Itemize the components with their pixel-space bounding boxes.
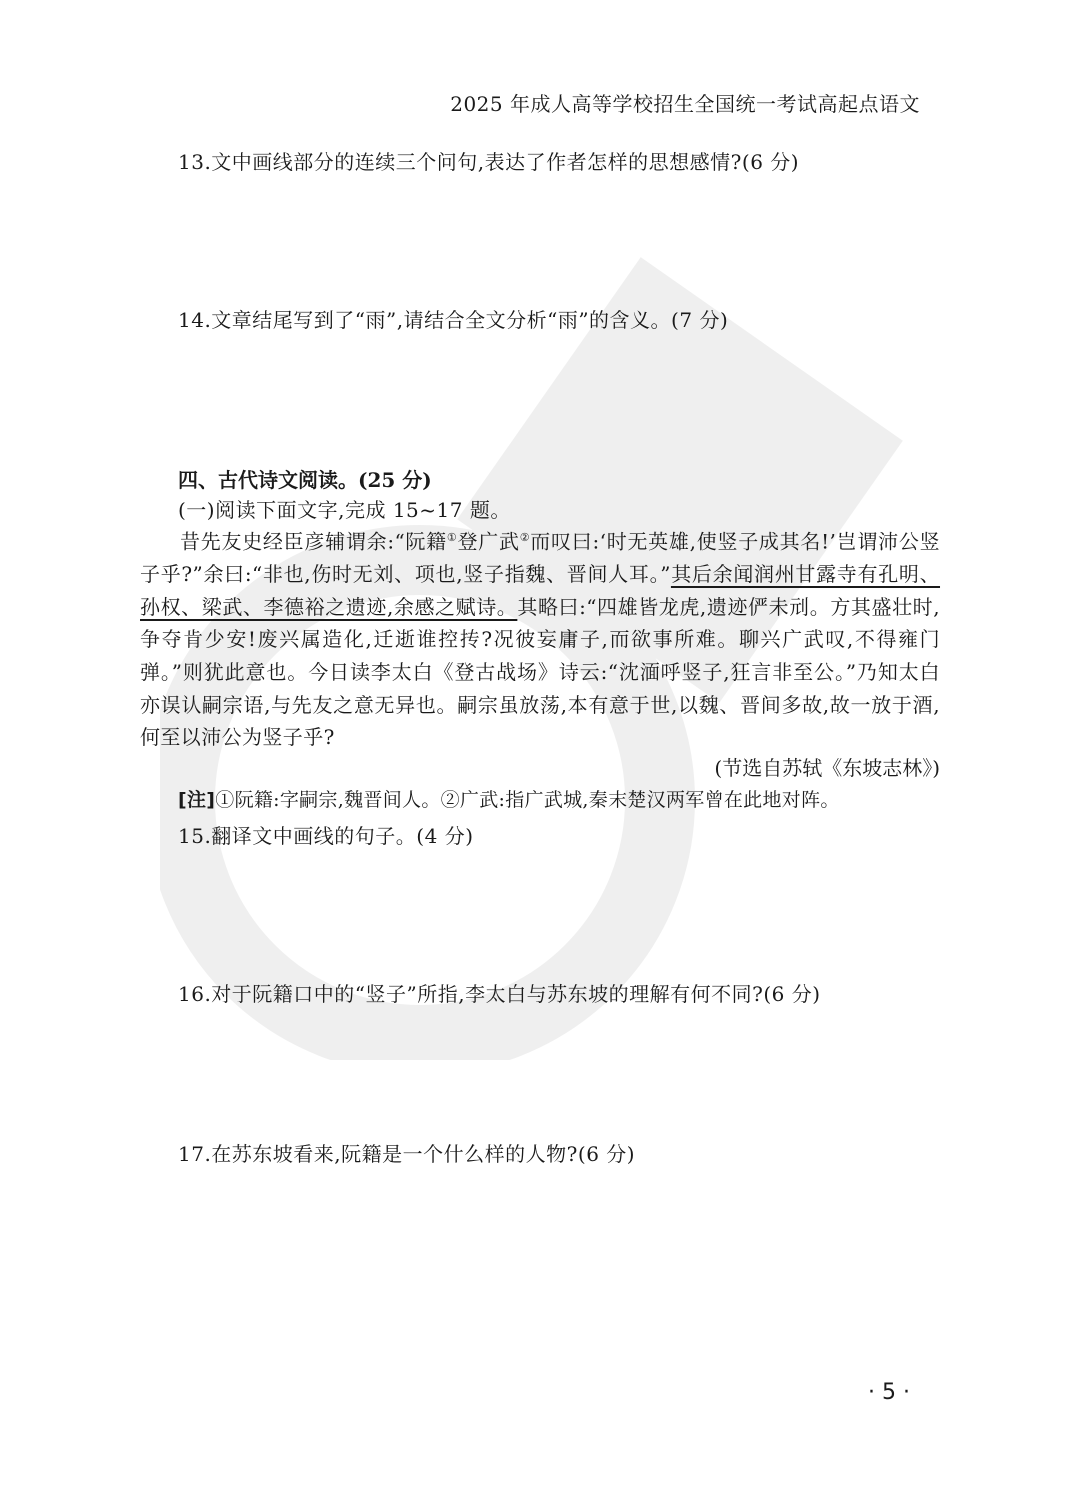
question-13: 13.文中画线部分的连续三个问句,表达了作者怎样的思想感情?(6 分) xyxy=(178,150,800,174)
page-number: · 5 · xyxy=(868,1380,910,1405)
question-17: 17.在苏东坡看来,阮籍是一个什么样的人物?(6 分) xyxy=(178,1142,636,1166)
question-14: 14.文章结尾写到了“雨”,请结合全文分析“雨”的含义。(7 分) xyxy=(178,308,729,332)
underlined-sentence: 其后余闻润州甘露寺有孔明、孙权、梁武、李德裕之遗迹,余感之赋诗。 xyxy=(140,562,941,619)
passage-text: 而叹曰:‘时无英雄,使竖子成其名!’岂谓沛公竖子乎?”余曰:“非也,伤时无刘、项也,竖子指魏、晋间人耳。” xyxy=(140,529,940,587)
footnote-label: [注] xyxy=(178,789,216,811)
passage-text: 昔先友史经臣彦辅谓余:“阮籍 xyxy=(180,529,447,554)
passage-paragraph xyxy=(140,522,940,754)
passage-source: (节选自苏轼《东坡志林》) xyxy=(714,756,940,780)
page-header: 2025 年成人高等学校招生全国统一考试高起点语文 xyxy=(450,92,920,116)
footnote-marker-2: ② xyxy=(519,531,531,544)
footnote-text: ①阮籍:字嗣宗,魏晋间人。②广武:指广武城,秦末楚汉两军曾在此地对阵。 xyxy=(215,789,840,811)
section-title: 四、古代诗文阅读。(25 分) xyxy=(178,468,432,492)
question-15: 15.翻译文中画线的句子。(4 分) xyxy=(178,824,474,848)
passage-text: 其略曰:“四雄皆龙虎,遗迹俨未刓。方其盛壮时,争夺肯少安!废兴属造化,迁逝谁控抟?况彼妄庸子,而欲事所难。聊兴广武叹,不得雍门弹。”则犹此意也。今日读李太白《登古战场》诗云:“沈湎呼竖子,狂言非至公。”乃知太白亦误认嗣宗语,与先友之意无异也。嗣宗虽放荡,本有意于世,以魏、晋间多故,故一放于酒,何至以沛公为竖子乎? xyxy=(140,594,940,750)
question-16: 16.对于阮籍口中的“竖子”所指,李太白与苏东坡的理解有何不同?(6 分) xyxy=(178,982,821,1006)
footnote-marker-1: ① xyxy=(446,531,458,544)
section-subtitle: (一)阅读下面文字,完成 15~17 题。 xyxy=(178,498,511,522)
passage-text: 登广武 xyxy=(457,529,520,554)
reading-passage xyxy=(140,522,940,754)
footnote xyxy=(178,785,840,812)
